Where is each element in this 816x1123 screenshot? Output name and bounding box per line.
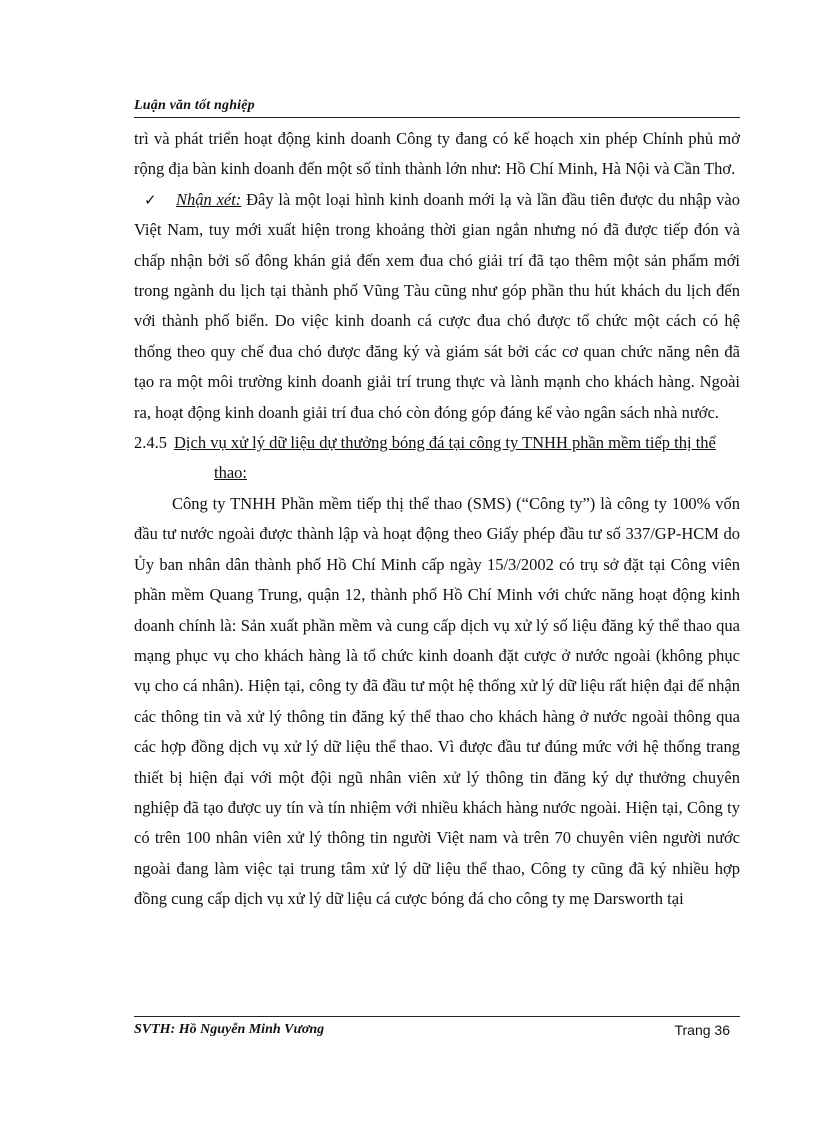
section-number: 2.4.5 [134, 433, 167, 453]
checkmark-icon: ✓ [144, 190, 157, 209]
paragraph-company-description: Công ty TNHH Phần mềm tiếp thị thể thao (SMS) (“Công ty”) là công ty 100% vốn đầu tư nước ngoài được thành lập và hoạt động theo Giấy phép đầu tư số 337/GP-HCM do Ủy ban nhân dân thành phố Hồ Chí Minh cấp ngày 15/3/2002 có trụ sở đặt tại Công viên phần mềm Quang Trung, quận 12, thành phố Hồ Chí Minh với chức năng hoạt động kinh doanh chính là: Sản xuất phần mềm và cung cấp dịch vụ xử lý số liệu đăng ký thể thao qua mạng phục vụ cho khách hàng là tổ chức kinh doanh đặt cược ở nước ngoài (không phục vụ cho cá nhân). Hiện tại, công ty đã đầu tư một hệ thống xử lý dữ liệu rất hiện đại để nhận các thông tin và xử lý thông tin đăng ký thể thao cho khách hàng ở nước ngoài thông qua các hợp đồng dịch vụ xử lý dữ liệu thể thao. Vì được đầu tư đúng mức với hệ thống trang thiết bị hiện đại với một đội ngũ nhân viên xử lý thông tin đăng ký dự thưởng chuyên nghiệp đã tạo được uy tín và tín nhiệm với nhiều khách hàng nước ngoài. Hiện tại, Công ty có trên 100 nhân viên xử lý thông tin người Việt nam và trên 70 chuyên viên người nước ngoài đang làm việc tại trung tâm xử lý dữ liệu thể thao, Công ty cũng đã ký nhiều hợp đồng cung cấp dịch vụ xử lý dữ liệu cá cược bóng đá cho công ty mẹ Darsworth tại [134, 493, 740, 909]
section-title: Dịch vụ xử lý dữ liệu dự thưởng bóng đá tại công ty TNHH phần mềm tiếp thị thể thao: [174, 433, 716, 483]
remark-label: Nhận xét: [176, 189, 242, 209]
remark-paragraph [134, 185, 740, 428]
running-header-title: Luận văn tốt nghiệp [134, 98, 255, 113]
remark-text: Đây là một loại hình kinh doanh mới lạ và lần đầu tiên được du nhập vào Việt Nam, tuy mới xuất hiện trong khoảng thời gian ngắn nhưng nó đã được tiếp đón và chấp nhận bởi số đông khán giả đến xem đua chó giải trí đã tạo thêm một sản phẩm mới trong ngành du lịch tại thành phố Vũng Tàu cũng như góp phần thu hút khách du lịch đến với thành phố biển. Do việc kinh doanh cá cược đua chó được tổ chức một cách có hệ thống theo quy chế đua chó được đăng ký và giám sát bởi các cơ quan chức năng nên đã tạo ra một môi trường kinh doanh giải trí trung thực và lành mạnh cho khách hàng. Ngoài ra, hoạt động kinh doanh giải trí đua chó còn đóng góp đáng kể vào ngân sách nhà nước. [134, 189, 740, 422]
footer-author: SVTH: Hồ Nguyễn Minh Vương [134, 1022, 325, 1037]
header-rule [134, 117, 740, 118]
footer-rule [134, 1016, 740, 1017]
page-number: Trang 36 [674, 1022, 730, 1038]
paragraph-continuation: trì và phát triển hoạt động kinh doanh Công ty đang có kế hoạch xin phép Chính phủ mở rộng địa bàn kinh doanh đến một số tỉnh thành lớn như: Hồ Chí Minh, Hà Nội và Cần Thơ. [134, 129, 740, 179]
section-heading [134, 428, 740, 489]
page-body [134, 124, 740, 915]
